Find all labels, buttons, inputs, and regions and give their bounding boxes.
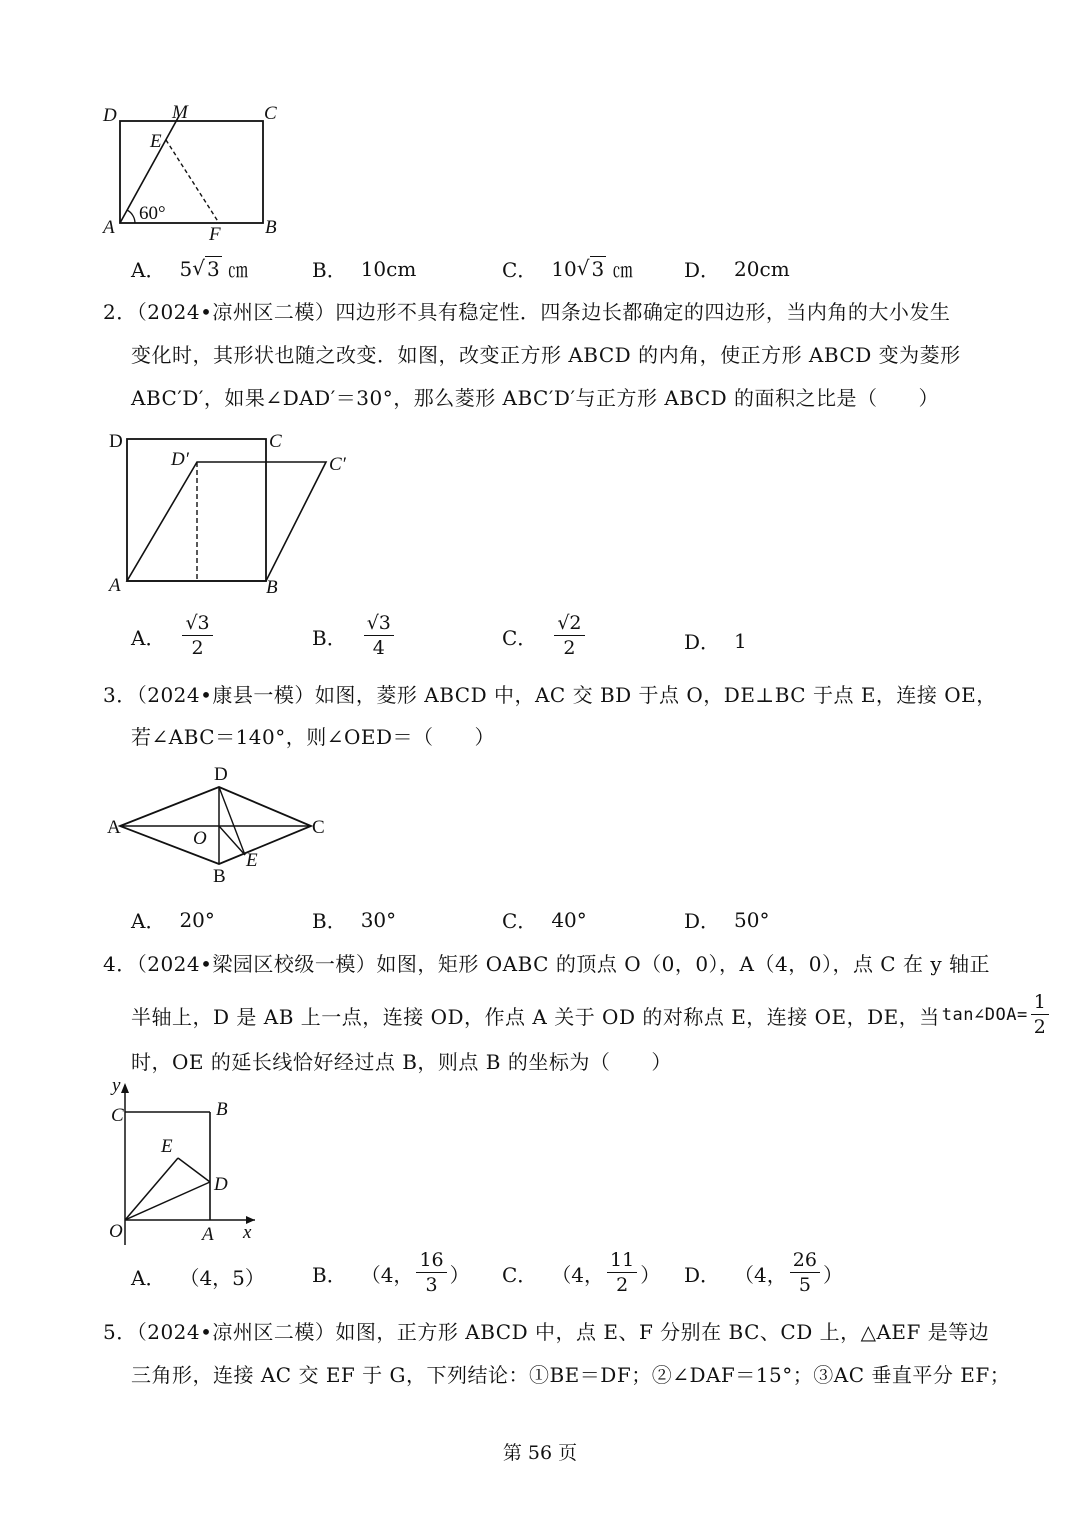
q3-line-1: 3．（2024•康县一模）如图，菱形 ABCD 中，AC 交 BD 于点 O，DE⊥BC 于点 E，连接 OE，: [103, 683, 997, 707]
q2-option-b: B． $\frac{√3}{4}$: [312, 614, 397, 658]
q2-label-b: B: [266, 577, 278, 598]
q4-label-c: C: [111, 1105, 124, 1126]
q3-option-d: D． 50°: [684, 907, 770, 933]
q1-label-a: A: [103, 217, 115, 238]
q2-label-c: C: [269, 431, 282, 452]
q4-label-d: D: [214, 1174, 228, 1195]
q2-option-a: A． $\frac{√3}{2}$: [131, 614, 216, 658]
q5-line-1: 5．（2024•凉州区二模）如图，正方形 ABCD 中，点 E、F 分别在 BC、CD 上，△AEF 是等边: [103, 1320, 990, 1344]
q4-option-c: C． （4， $\frac{11}{2}$ ）: [502, 1249, 661, 1296]
q3-label-e: E: [246, 850, 258, 871]
q1-label-d: D: [103, 105, 117, 126]
q4-line-1: 4．（2024•梁园区校级一模）如图，矩形 OABC 的顶点 O（0，0），A（4，0），点 C 在 y 轴正: [103, 952, 990, 976]
q3-label-b: B: [213, 866, 226, 887]
q1-label-f: F: [209, 224, 221, 245]
q3-line-2: 若∠ABC＝140°，则∠OED＝（ ）: [131, 725, 496, 749]
q4-figure: [95, 1075, 270, 1250]
q4-label-e: E: [161, 1136, 173, 1157]
q4-tan-den: 2: [1033, 1016, 1047, 1038]
q4-label-y: y: [112, 1075, 121, 1096]
q3-label-c: C: [312, 817, 325, 838]
q4-line-2: [131, 993, 1052, 1037]
q5-line-2: 三角形，连接 AC 交 EF 于 G，下列结论：①BE＝DF；②∠DAF＝15°；③AC 垂直平分 EF；: [131, 1363, 1011, 1387]
q2-line-1: 2．（2024•凉州区二模）四边形不具有稳定性．四条边长都确定的四边形，当内角的大小发生: [103, 300, 951, 324]
q3-option-b: B． 30°: [312, 907, 397, 933]
q1-label-m: M: [172, 102, 188, 123]
q1-figure: [95, 95, 295, 250]
q2-line-2: 变化时，其形状也随之改变．如图，改变正方形 ABCD 的内角，使正方形 ABCD 变为菱形: [131, 343, 961, 367]
q3-option-c: C． 40°: [502, 907, 587, 933]
q4-label-x: x: [243, 1222, 252, 1243]
q3-label-a: A: [107, 817, 121, 838]
q1-option-d: D． 20cm: [684, 256, 790, 282]
q3-option-a: A． 20°: [131, 907, 215, 933]
q4-label-o: O: [109, 1221, 123, 1242]
q4-option-a: A． （4，5）: [131, 1266, 265, 1290]
q3-label-d: D: [214, 764, 228, 785]
q4-label-b: B: [216, 1099, 228, 1120]
q4-tan-expr: tan∠DOA=: [941, 1005, 1028, 1025]
q1-option-b: B． 10cm: [312, 256, 417, 282]
q1-option-c: C． 10 √ 3 ㎝: [502, 256, 633, 282]
q3-label-o: O: [193, 828, 207, 849]
q2-label-dprime: D′: [171, 449, 189, 470]
q1-label-b: B: [265, 217, 277, 238]
q2-label-d: D: [109, 431, 123, 452]
q2-figure: [100, 425, 360, 600]
q4-label-a: A: [202, 1224, 214, 1245]
q2-option-c: C． $\frac{√2}{2}$: [502, 614, 588, 658]
q1-label-e: E: [150, 131, 162, 152]
q4-line-2-text: 半轴上，D 是 AB 上一点，连接 OD，作点 A 关于 OD 的对称点 E，连接 OE，DE，当: [131, 1004, 940, 1029]
q2-label-cprime: C′: [329, 454, 346, 475]
q2-option-d: D． 1: [684, 628, 747, 654]
q1-angle-label: 60°: [139, 203, 166, 224]
q4-tan-num: 1: [1031, 993, 1050, 1015]
q1-label-c: C: [264, 103, 277, 124]
q4-option-b: B． （4， $\frac{16}{3}$ ）: [312, 1249, 470, 1296]
q4-option-d: D． （4， $\frac{26}{5}$ ）: [684, 1249, 843, 1296]
q3-figure: [100, 760, 340, 890]
q1-option-a: A． 5 √ 3 ㎝: [131, 256, 249, 282]
q4-line-3: 时，OE 的延长线恰好经过点 B，则点 B 的坐标为（ ）: [131, 1050, 672, 1074]
q2-label-a: A: [109, 575, 121, 596]
page-number: 第 56 页: [502, 1442, 578, 1464]
q2-line-3: ABC′D′，如果∠DAD′＝30°，那么菱形 ABC′D′与正方形 ABCD 的面积之比是（ ）: [131, 386, 940, 410]
